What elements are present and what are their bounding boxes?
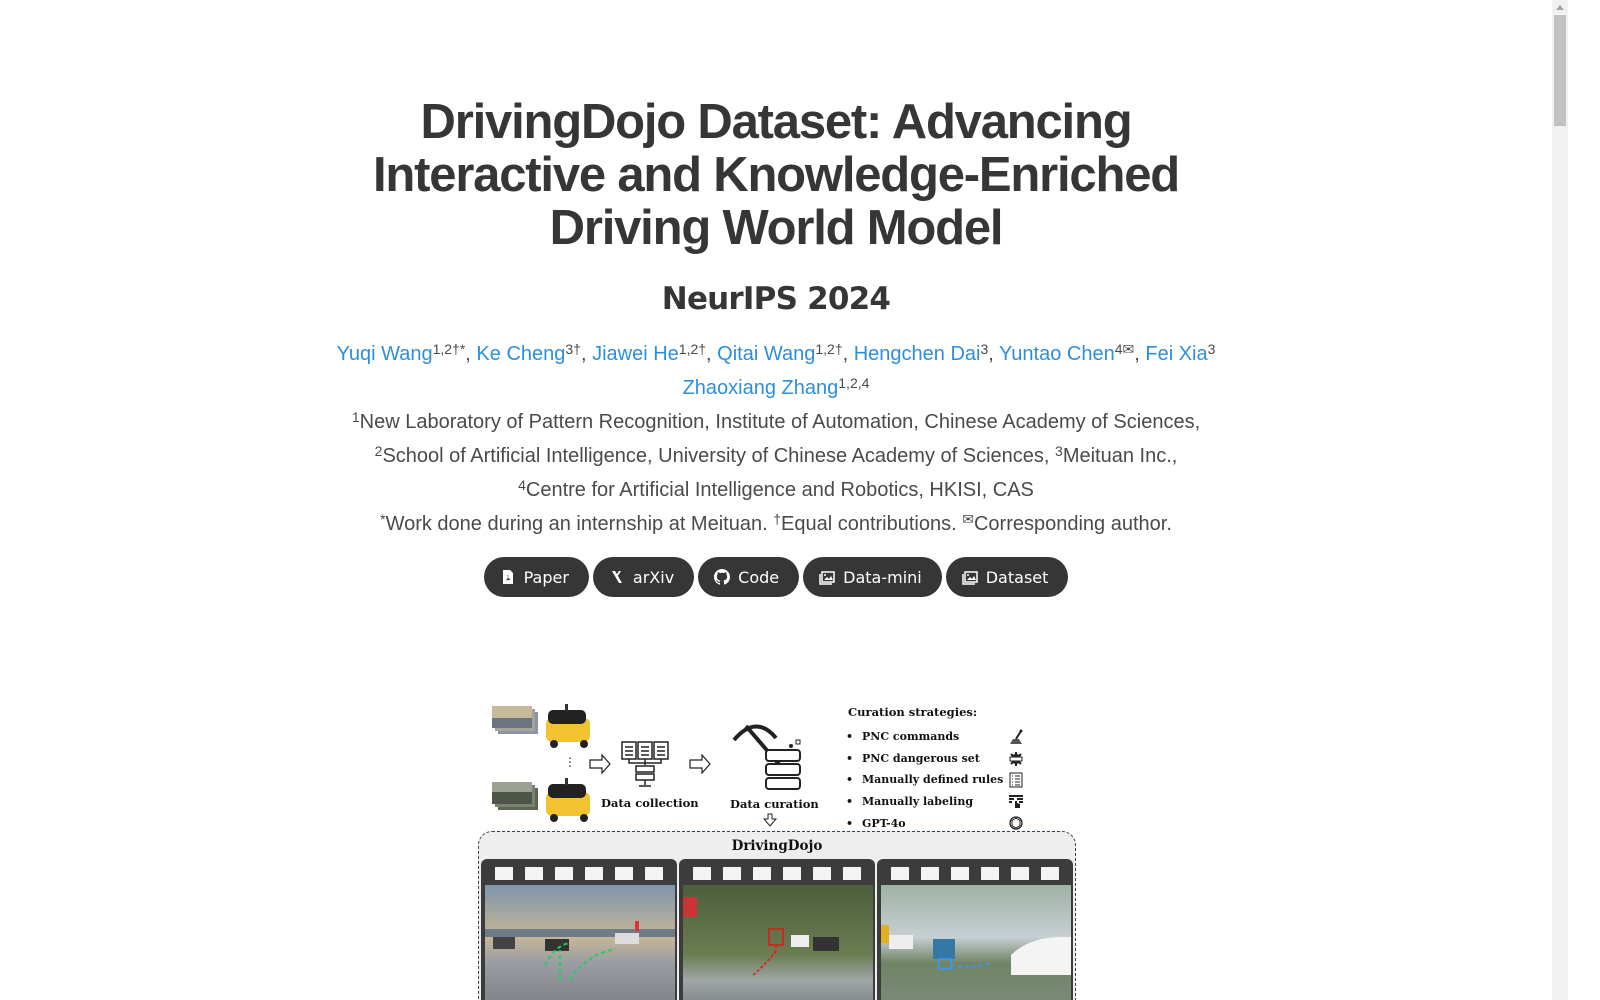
driving-scene-parked-cars	[881, 885, 1071, 1000]
separator: ,	[842, 343, 854, 365]
author-sup: 3	[980, 341, 989, 357]
camera-frames-icon	[492, 706, 538, 810]
driving-scene-street-trees	[683, 885, 873, 1000]
strategy-item: • Manually labeling	[846, 791, 1036, 813]
separator: ,	[988, 343, 1000, 365]
author-link[interactable]: Yuntao Chen	[999, 343, 1115, 365]
note-text: Equal contributions.	[781, 513, 963, 535]
drivingdojo-dataset-panel	[478, 831, 1076, 1000]
affil-text: Meituan Inc.,	[1062, 445, 1178, 467]
affiliation-1	[326, 405, 1226, 439]
data-curation-label: Data curation	[730, 797, 819, 811]
hand-label-icon	[1008, 794, 1024, 810]
teaser-figure	[476, 700, 1078, 1000]
data-collection-icon	[622, 742, 668, 786]
separator: ,	[706, 343, 718, 365]
affil-sup: 3	[1055, 443, 1063, 459]
window-margin	[1568, 0, 1600, 1000]
author-link[interactable]: Qitai Wang	[717, 343, 816, 365]
scroll-up-arrow-icon[interactable]	[1552, 0, 1568, 14]
author-link[interactable]: Hengchen Dai	[853, 343, 981, 365]
note-text: Corresponding author.	[973, 513, 1172, 535]
affil-sup: 4	[518, 477, 526, 493]
strategy-item: • Manually defined rules	[846, 769, 1036, 791]
link-buttons	[0, 557, 1552, 597]
separator: ,	[465, 343, 477, 365]
strategy-item: • PNC commands	[846, 726, 1036, 748]
author-link[interactable]: Fei Xia	[1145, 343, 1208, 365]
note-sup: *	[380, 511, 386, 527]
author-link[interactable]: Zhaoxiang Zhang	[682, 377, 839, 399]
paper-title: DrivingDojo Dataset: Advancing Interactive and Knowledge-Enriched Driving World Model	[373, 95, 1179, 255]
author-sup: 1,2,4	[838, 375, 870, 391]
svg-text:⋮: ⋮	[564, 755, 576, 769]
separator: ,	[580, 343, 593, 365]
arxiv-icon	[609, 569, 625, 585]
note-sup: †	[773, 511, 781, 527]
affil-text: New Laboratory of Pattern Recognition, Institute of Automation, Chinese Academy of Sciences,	[359, 411, 1201, 433]
strategy-label: PNC dangerous set	[862, 751, 980, 765]
data-collection-label: Data collection	[601, 796, 699, 810]
affiliation-4	[326, 473, 1226, 507]
strategy-label: Manually defined rules	[862, 773, 1004, 787]
author-link[interactable]: Ke Cheng	[476, 343, 566, 365]
dataset-button[interactable]	[946, 557, 1069, 597]
strategy-item: • GPT-4o	[846, 812, 1036, 834]
affiliations	[326, 405, 1226, 541]
strategies-title: Curation strategies:	[848, 705, 978, 719]
author-sup: 1,2†	[678, 341, 707, 357]
film-strip-2	[679, 859, 875, 1000]
author-sup: 3	[1207, 341, 1216, 357]
author-line-2	[683, 377, 870, 399]
vertical-scrollbar[interactable]	[1552, 0, 1568, 1000]
strategies-list	[846, 726, 1036, 834]
driving-scene-intersection	[485, 885, 675, 1000]
file-pdf-icon	[500, 569, 516, 585]
arxiv-button[interactable]	[593, 557, 694, 597]
scrollbar-thumb[interactable]	[1554, 15, 1566, 126]
button-label: arXiv	[632, 567, 675, 587]
author-line-1	[337, 343, 1216, 365]
author-sup: 4✉	[1114, 341, 1135, 357]
author-sup: 1,2†*	[432, 341, 466, 357]
checklist-icon	[1008, 772, 1024, 788]
button-label: Code	[738, 567, 780, 587]
github-icon	[714, 569, 730, 585]
paper-button[interactable]	[484, 557, 589, 597]
affil-text: Centre for Artificial Intelligence and Robotics, HKISI, CAS	[525, 479, 1034, 501]
affil-text: School of Artificial Intelligence, University of Chinese Academy of Sciences,	[382, 445, 1056, 467]
dataset-title: DrivingDojo	[731, 838, 823, 854]
author-sup: 3†	[565, 341, 581, 357]
gear-warning-icon	[1008, 751, 1024, 767]
affiliation-2-3	[326, 439, 1226, 473]
button-label: Paper	[523, 567, 569, 587]
code-button[interactable]	[698, 557, 799, 597]
button-label: Dataset	[985, 567, 1049, 587]
film-strip-3	[877, 859, 1073, 1000]
images-icon	[819, 569, 835, 585]
note-sup: ✉	[962, 511, 974, 527]
openai-icon	[1008, 815, 1024, 831]
footnotes	[326, 507, 1226, 541]
joystick-icon	[1008, 729, 1024, 745]
affil-sup: 2	[374, 443, 383, 459]
images-icon	[962, 569, 978, 585]
author-list	[326, 337, 1226, 405]
strategy-label: Manually labeling	[862, 795, 974, 809]
strategy-item: • PNC dangerous set	[846, 748, 1036, 770]
data-mini-button[interactable]	[803, 557, 942, 597]
strategy-label: PNC commands	[862, 730, 960, 744]
film-strip-1	[481, 859, 677, 1000]
affil-sup: 1	[351, 409, 360, 425]
button-label: Data-mini	[843, 567, 922, 587]
author-sup: 1,2†	[815, 341, 843, 357]
separator: ,	[1134, 343, 1146, 365]
note-text: Work done during an internship at Meituan.	[385, 513, 774, 535]
author-link[interactable]: Yuqi Wang	[336, 343, 433, 365]
author-link[interactable]: Jiawei He	[592, 343, 679, 365]
strategy-label: GPT-4o	[862, 816, 906, 830]
data-curation-icon	[734, 726, 800, 789]
venue: NeurIPS 2024	[661, 281, 891, 317]
